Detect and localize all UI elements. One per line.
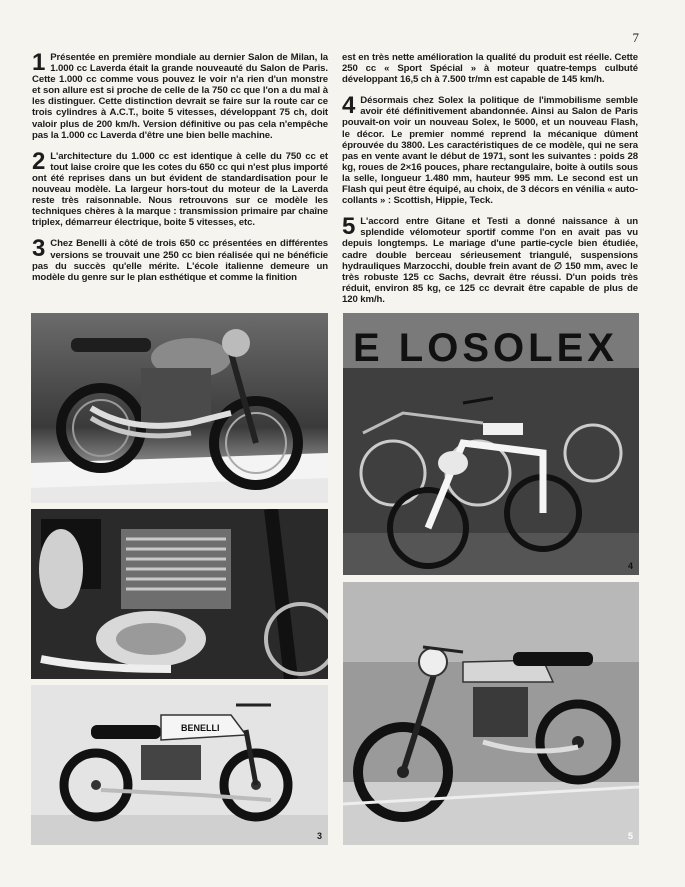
paragraph-3 — [32, 235, 328, 283]
paragraph-3-continued: est en très nette amélioration la qualité du produit est réelle. Cette 250 cc « Sport Spécial » à moteur quatre-temps culbuté développant 16,5 ch à 7.500 tr/mn est capable de 145 km/h. — [342, 52, 638, 86]
paragraph-text: Chez Benelli à côté de trois 650 cc présentées en différentes versions se trouvait une 250 cc bien réalisée qui ne bénéficie pas du succès qu'elle mérite. L'école italienne demeure un modèle du genre sur le plan esthétique et comme la finition — [32, 238, 328, 283]
photo-benelli-250 — [31, 685, 328, 845]
paragraph-number: 1 — [32, 49, 46, 76]
paragraph-number: 2 — [32, 147, 46, 175]
page-number: 7 — [632, 30, 639, 45]
paragraph-text: L'accord entre Gitane et Testi a donné naissance à un splendide vélomoteur sportif comme l'on en avait pas vu depuis longtemps. Le mariage d'une partie-cycle bien étudiée, cadre double berceau sérieusement triangulé, suspensions hydrauliques Marzocchi, double frein avant de ∅ 150 mm, avec le très robuste 125 cc Sachs, devrait être réussi. D'un poids très réduit, environ 85 kg, ce 125 cc devrait être capable de plus de 120 km/h. — [342, 216, 638, 305]
gitane-testi-image — [343, 582, 639, 845]
engine-closeup-image — [31, 509, 328, 679]
solex-stand-image — [343, 313, 639, 575]
paragraph-1 — [32, 49, 328, 141]
right-column — [342, 52, 638, 315]
paragraph-text: Désormais chez Solex la politique de l'immobilisme semble avoir été définitivement abandonnée. Ainsi au Salon de Paris pouvait-on voir un nouveau Solex, le 5000, et un nouveau Flash, le décor. Le premier nommé reprend la mécanique dûment éprouvée du 3800. Les caractéristiques de ce modèle, qui ne sera pas en vente avant le début de 1971, sont les suivantes : poids 28 kg, roues de 2×16 pouces, phare rectangulaire, boite à outils sous la selle, longueur 1.480 mm, hauteur 995 mm. Le second est un Flash qui peut être équipé, au choix, de 3 décors en vénilia « auto-collants » : Scottish, Hippie, Teck. — [342, 95, 638, 207]
paragraph-2 — [32, 147, 328, 229]
photo-caption-number: 3 — [316, 831, 322, 841]
benelli-tank-logo: BENELLI — [181, 723, 220, 733]
photo-laverda-engine — [31, 509, 328, 679]
paragraph-number: 5 — [342, 213, 356, 241]
photo-solex-stand — [343, 313, 639, 575]
paragraph-text: L'architecture du 1.000 cc est identique à celle du 750 cc et tout laise croire que les cotes du 650 cc qui n'est plus importé ont été reprises dans un but évident de standardisation pour le nouveau modèle. La largeur hors-tout du moteur de la Laverda reste très raisonnable. Nous retrouvons sur ce modèle les techniques chères à la marque : transmission primaire par chaîne triplex, démarreur électrique, boite 5 vitesses, etc. — [32, 150, 328, 229]
photo-caption-number: 5 — [627, 831, 633, 841]
photo-gitane-testi — [343, 582, 639, 845]
benelli-motorcycle-image — [31, 685, 328, 845]
paragraph-text: Présentée en première mondiale au dernier Salon de Milan, la 1.000 cc Laverda était la grande nouveauté du Salon de Paris. Cette 1.000 cc comme vous pouvez le voir n'a rien d'un monstre et son allure est si proche de celle de la 750 cc que l'on a du mal à les distinguer. Cette distinction devrait se faire sur la route car ce trois cylindres à A.C.T., boite 5 vitesses, développant 75 ch, doit valoir plus de 200 km/h. Version définitive ou pas cela n'empêche pas la 1.000 cc Laverda d'être une bien belle machine. — [32, 52, 328, 141]
left-column — [32, 49, 328, 293]
paragraph-number: 3 — [32, 235, 46, 263]
paragraph-number: 4 — [342, 92, 356, 120]
paragraph-5 — [342, 213, 638, 305]
photo-laverda-1000 — [31, 313, 328, 503]
photo-caption-number: 4 — [627, 561, 633, 571]
solex-banner: E LOSOLEX — [353, 326, 618, 370]
laverda-motorcycle-image — [31, 313, 328, 503]
paragraph-4 — [342, 92, 638, 207]
